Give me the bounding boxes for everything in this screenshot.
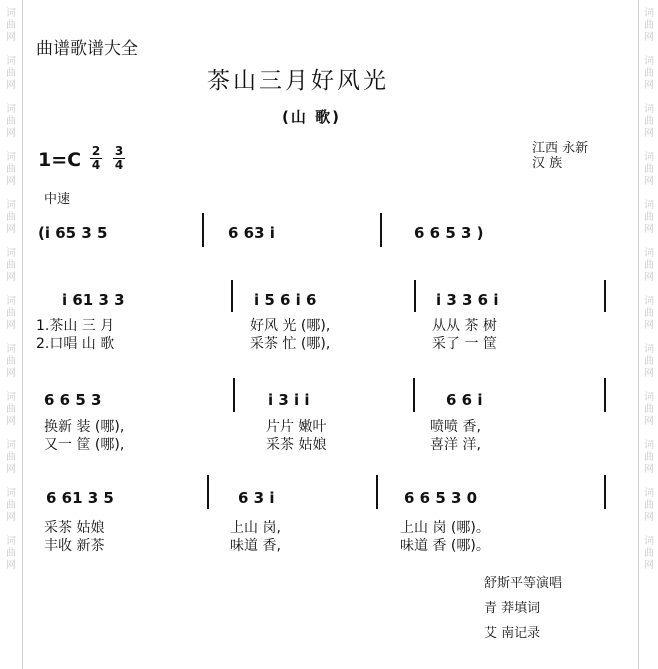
- system3-verse1-b: 上山 岗,: [230, 520, 281, 536]
- system1-verse1-c: 从从 茶 树: [432, 318, 497, 334]
- system3-measure-3: 6 6 5 3 0: [404, 489, 478, 507]
- credit-lyricist: 青 莽填词: [484, 601, 541, 616]
- system1-verse1-b: 好风 光 (哪),: [250, 318, 331, 334]
- barline: [604, 378, 606, 412]
- barline: [376, 475, 378, 509]
- song-subtitle: (山 歌): [282, 108, 341, 126]
- system1-measure-3: i 3 3 6 i: [436, 291, 499, 309]
- system2-verse1-a: 换新 装 (哪),: [44, 419, 125, 435]
- barline: [233, 378, 235, 412]
- origin-ethnicity: 汉 族: [532, 156, 563, 171]
- barline: [413, 378, 415, 412]
- barline: [604, 475, 606, 509]
- intro-measure-1: (i 65 3 5: [38, 224, 108, 242]
- system2-verse2-c: 喜洋 洋,: [430, 437, 481, 453]
- barline: [414, 280, 416, 312]
- song-origin: [532, 141, 588, 171]
- system1-verse2-b: 采茶 忙 (哪),: [250, 336, 331, 352]
- system3-measure-2: 6 3 i: [238, 489, 275, 507]
- system1-verse2-c: 采了 一 筐: [432, 336, 497, 352]
- system3-verse2-c: 味道 香 (哪)。: [400, 538, 490, 554]
- intro-measure-2: 6 63 i: [228, 224, 275, 242]
- origin-region: 江西 永新: [532, 141, 589, 156]
- system2-measure-3: 6 6 i: [446, 391, 483, 409]
- system3-verse2-a: 丰收 新茶: [44, 538, 105, 554]
- system1-verse1-a: 1.茶山 三 月: [36, 318, 115, 334]
- barline: [202, 213, 204, 247]
- time-signature-3-4: 3 4: [114, 144, 124, 172]
- system3-verse2-b: 味道 香,: [230, 538, 281, 554]
- intro-measure-3: 6 6 5 3 ): [414, 224, 484, 242]
- system2-verse2-b: 采茶 姑娘: [266, 437, 327, 453]
- credit-transcriber: 艾 南记录: [484, 626, 541, 641]
- system1-measure-1: i 61 3 3: [62, 291, 125, 309]
- key-signature: 1=C: [38, 149, 82, 171]
- system2-verse1-c: 喷喷 香,: [430, 419, 481, 435]
- watermark-right: 词曲网 词曲网 词曲网 词曲网 词曲网 词曲网 词曲网 词曲网 词曲网 词曲网 词曲网 词曲网: [644, 8, 654, 571]
- site-name: 曲谱歌谱大全: [36, 39, 138, 59]
- time-signature-2-4: 2 4: [91, 144, 101, 172]
- barline: [380, 213, 382, 247]
- system2-measure-1: 6 6 5 3: [44, 391, 102, 409]
- system1-verse2-a: 2.口唱 山 歌: [36, 336, 115, 352]
- system1-measure-2: i 5 6 i 6: [254, 291, 317, 309]
- credit-singers: 舒斯平等演唱: [484, 576, 563, 591]
- system2-measure-2: i 3 i i: [268, 391, 310, 409]
- barline: [207, 475, 209, 509]
- tempo-marking: 中速: [44, 192, 71, 207]
- system2-verse2-a: 又一 筐 (哪),: [44, 437, 125, 453]
- watermark-left: 词曲网 词曲网 词曲网 词曲网 词曲网 词曲网 词曲网 词曲网 词曲网 词曲网 词曲网 词曲网: [6, 8, 16, 571]
- system3-measure-1: 6 61 3 5: [46, 489, 114, 507]
- barline: [231, 280, 233, 312]
- song-title: 茶山三月好风光: [207, 68, 389, 94]
- barline: [604, 280, 606, 312]
- system3-verse1-a: 采茶 姑娘: [44, 520, 105, 536]
- system3-verse1-c: 上山 岗 (哪)。: [400, 520, 490, 536]
- system2-verse1-b: 片片 嫩叶: [266, 419, 327, 435]
